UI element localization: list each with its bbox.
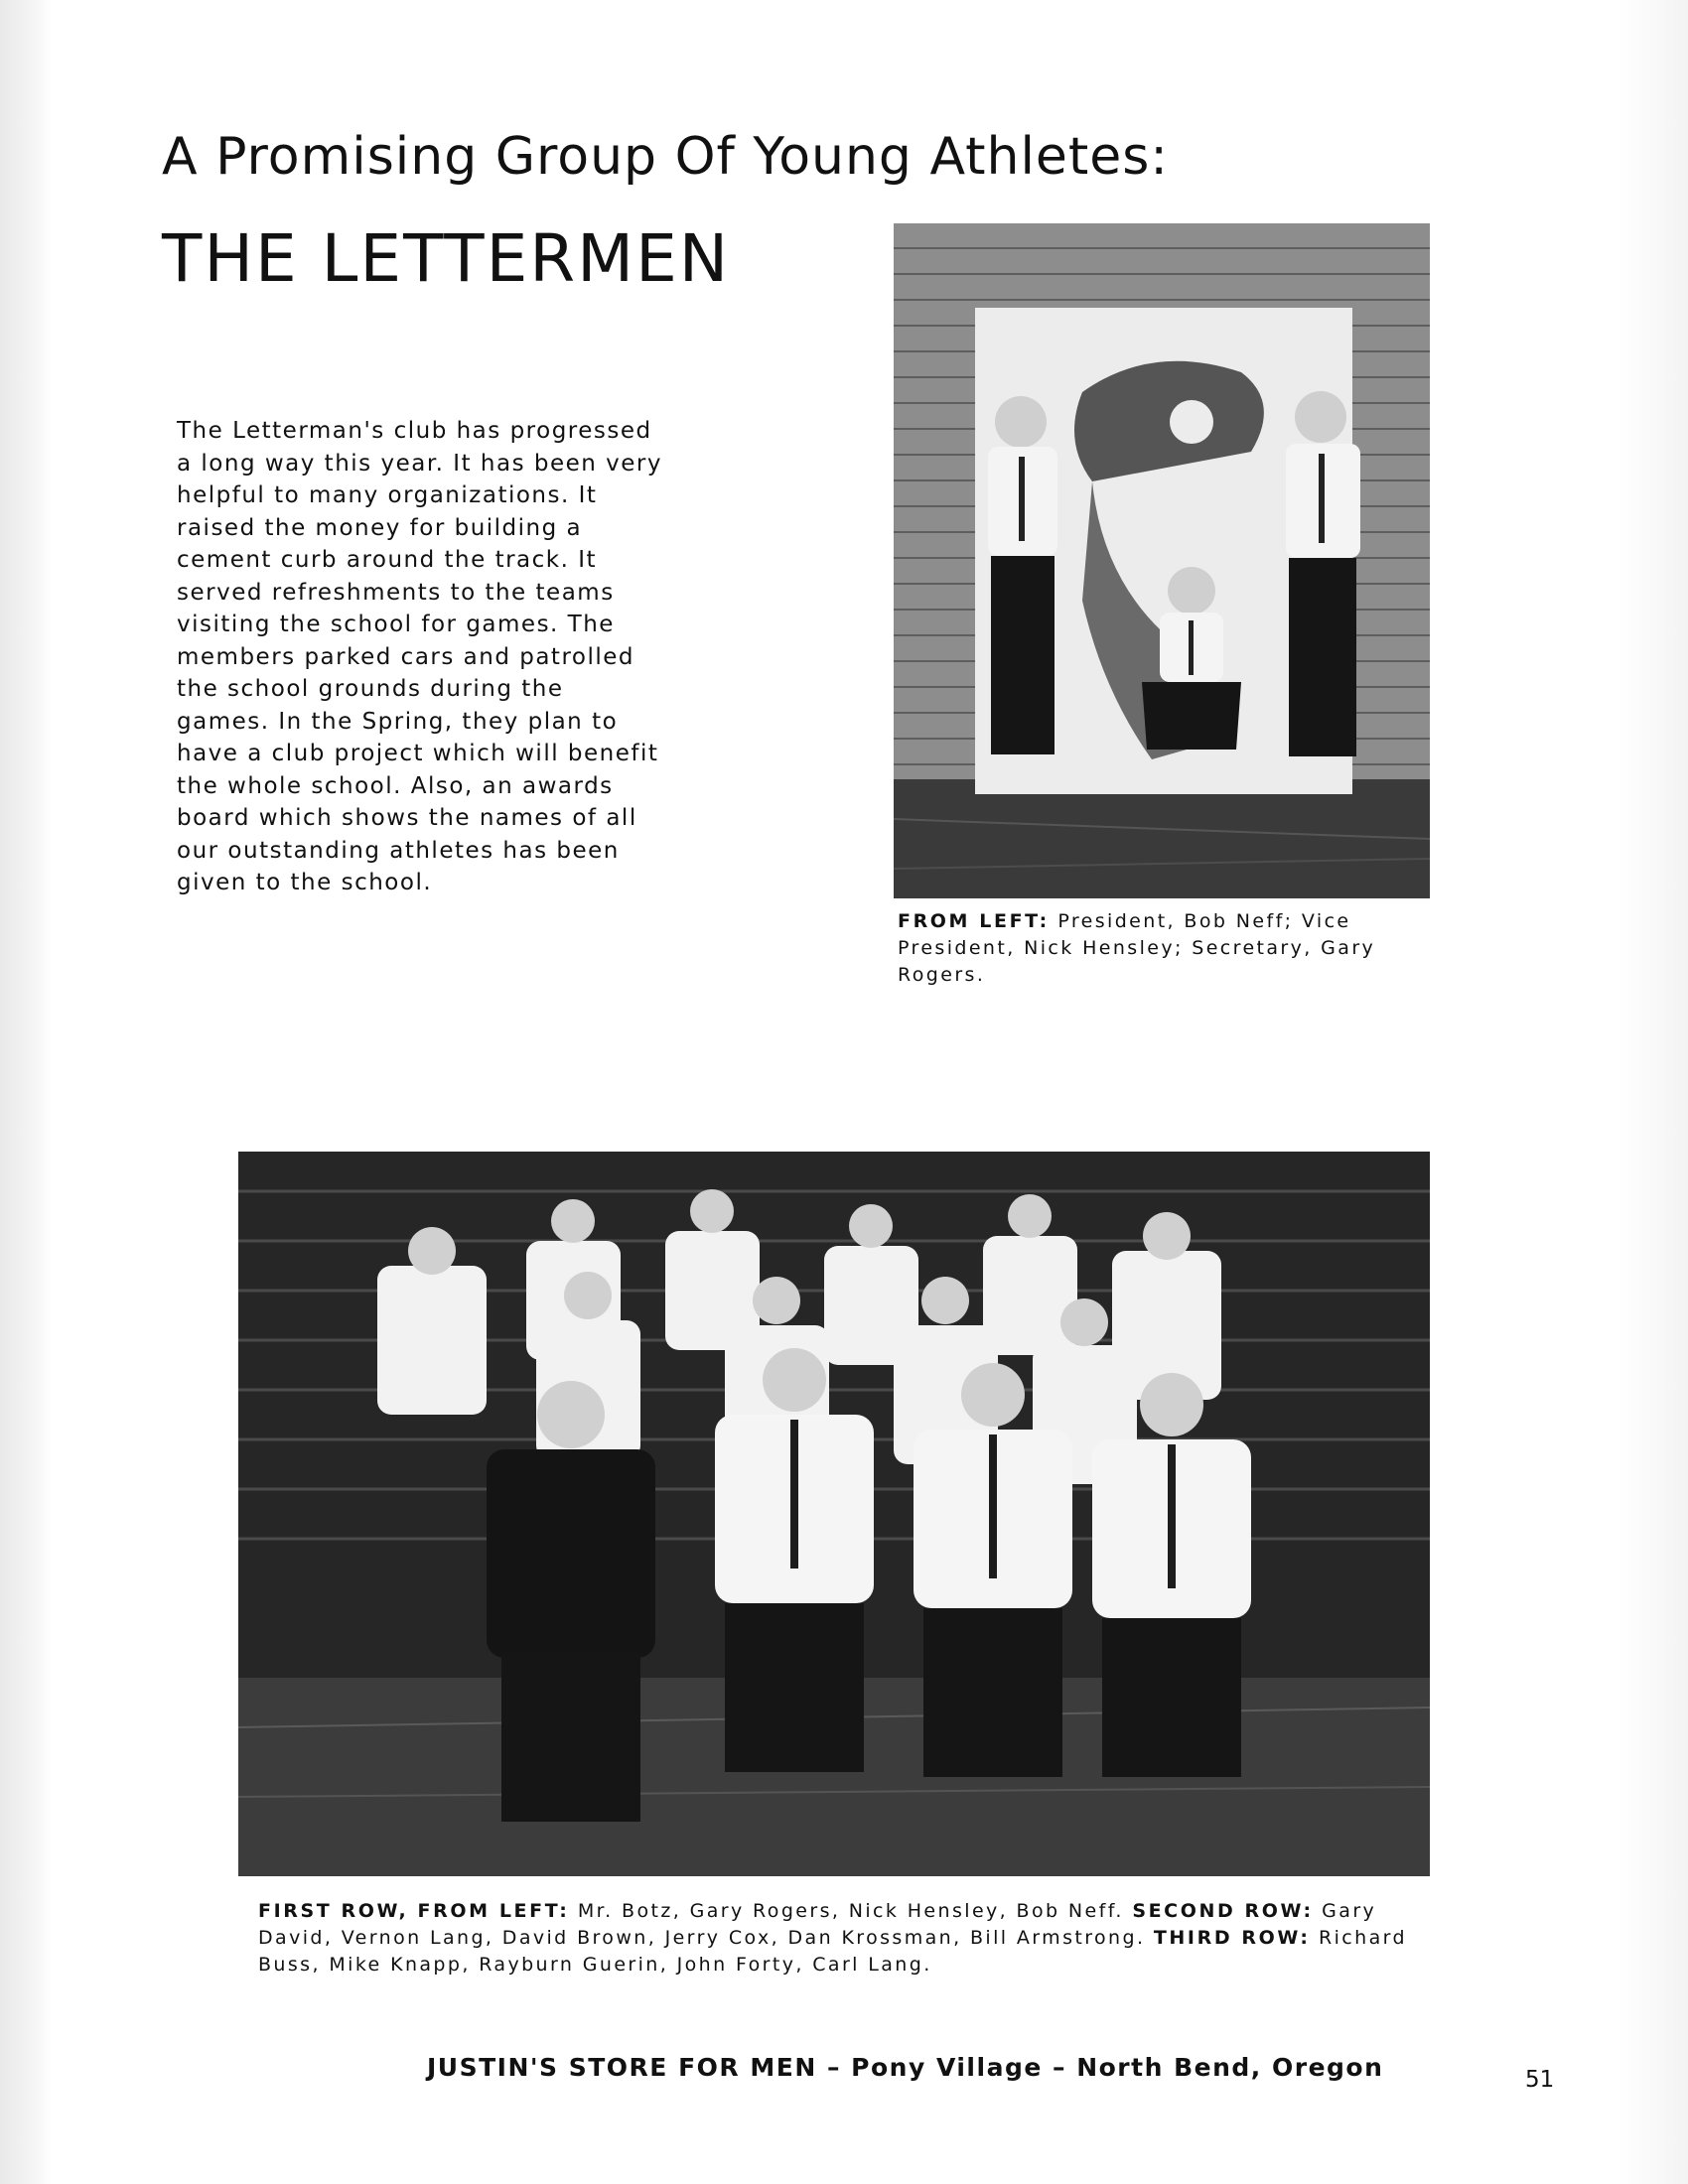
second-row-label: SECOND ROW: bbox=[1132, 1900, 1314, 1922]
officers-caption-label: FROM LEFT: bbox=[898, 910, 1050, 932]
page-gutter-shadow bbox=[0, 0, 52, 2184]
page-edge-shadow bbox=[1618, 0, 1688, 2184]
page-number: 51 bbox=[1525, 2067, 1555, 2093]
advertiser-footer: JUSTIN'S STORE FOR MEN – Pony Village – North Bend, Oregon bbox=[427, 2053, 1384, 2082]
third-row-label: THIRD ROW: bbox=[1153, 1927, 1311, 1949]
first-row-names: Mr. Botz, Gary Rogers, Nick Hensley, Bob Neff. bbox=[577, 1900, 1124, 1922]
page-kicker: A Promising Group Of Young Athletes: bbox=[162, 127, 1169, 187]
third-row-names: Richard Buss, Mike Knapp, Rayburn Guerin, John Forty, Carl Lang. bbox=[258, 1927, 1407, 1976]
officers-photo bbox=[894, 223, 1430, 898]
officers-caption bbox=[898, 908, 1434, 989]
group-caption bbox=[258, 1898, 1440, 1979]
group-photo bbox=[238, 1152, 1430, 1876]
page-title: THE LETTERMEN bbox=[162, 220, 731, 297]
second-row-names: Gary David, Vernon Lang, David Brown, Jerry Cox, Dan Krossman, Bill Armstrong. bbox=[258, 1900, 1377, 1949]
club-description: The Letterman's club has progressed a long way this year. It has been very helpful to many organizations. It raised the money for building a cement curb around the track. It served refreshments to the teams visiting the school for games. The members parked cars and patrolled the school grounds during the games. In the Spring, they plan to have a club project which will benefit the whole school. Also, an awards board which shows the names of all our outstanding athletes has been given to the school. bbox=[177, 418, 662, 895]
officers-caption-text: President, Bob Neff; Vice President, Nick Hensley; Secretary, Gary Rogers. bbox=[898, 910, 1376, 986]
first-row-label: FIRST ROW, FROM LEFT: bbox=[258, 1900, 570, 1922]
